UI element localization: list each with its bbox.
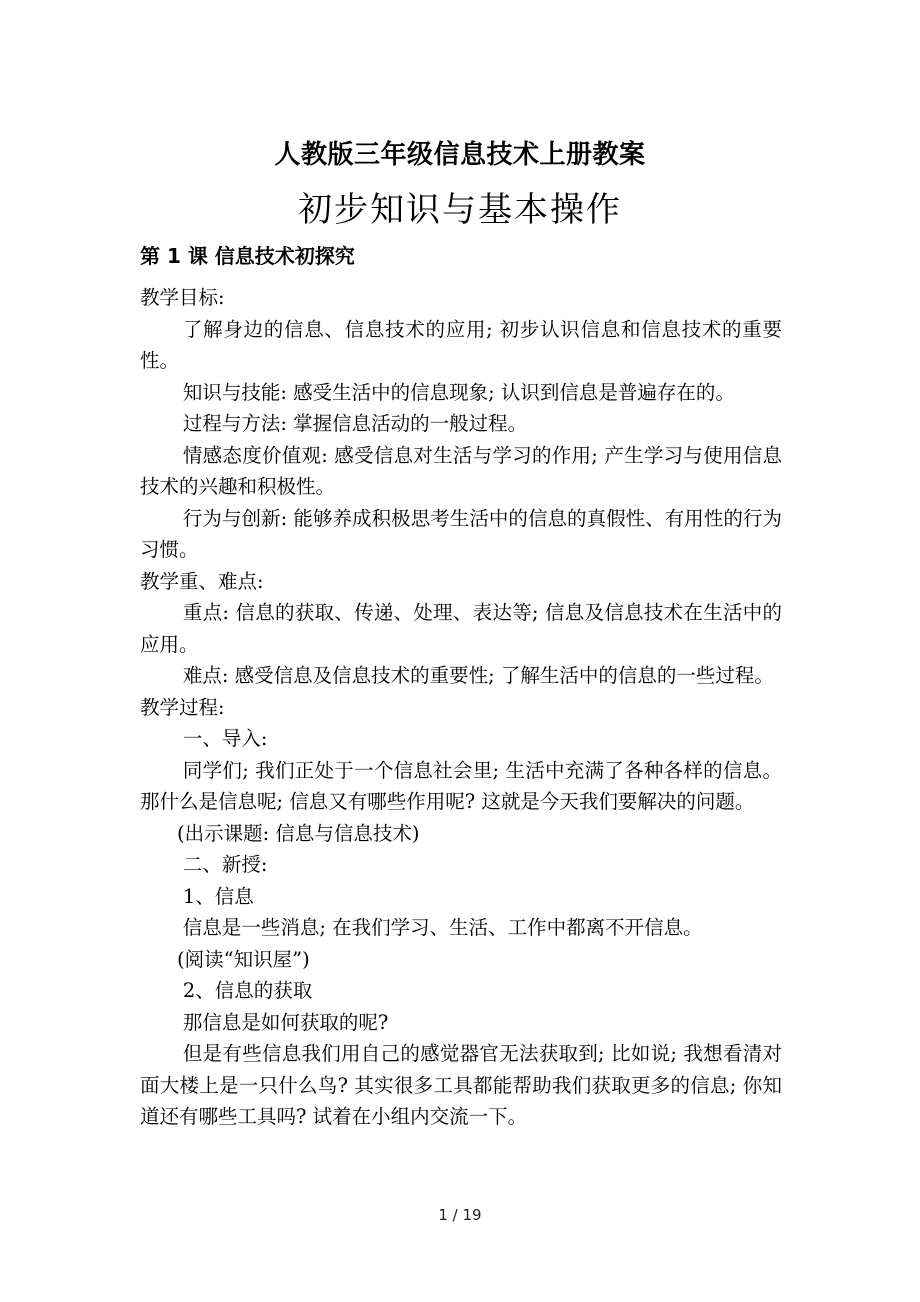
paragraph: 教学目标: [140,286,225,309]
paragraph: 信息是一些消息; 在我们学习、生活、工作中都离不开信息。 [182,916,703,939]
paragraph: 教学重、难点: [140,569,264,593]
paragraph: 一、导入: [182,727,268,750]
paragraph: 2、信息的获取 [182,979,313,1002]
paragraph: 情感态度价值观: 感受信息对生活与学习的作用; 产生学习与使用信息技术的兴趣和积极性。 [140,443,782,498]
document-subtitle: 初步知识与基本操作 [298,190,622,230]
paragraph: 重点: 信息的获取、传递、处理、表达等; 信息及信息技术在生活中的应用。 [140,601,782,656]
lesson-heading: 第 1 课 信息技术初探究 [140,244,355,268]
paragraph: (阅读“知识屋”) [177,947,310,971]
paragraph: 同学们; 我们正处于一个信息社会里; 生活中充满了各种各样的信息。那什么是信息呢; 信息又有哪些作用呢? 这就是今天我们要解决的问题。 [140,758,782,813]
paragraph: 知识与技能: 感受生活中的信息现象; 认识到信息是普遍存在的。 [182,380,735,404]
document-title: 人教版三年级信息技术上册教案 [274,140,646,170]
paragraph: 1、信息 [182,884,254,908]
page-number: 1 / 19 [438,1206,482,1224]
paragraph: 难点: 感受信息及信息技术的重要性; 了解生活中的信息的一些过程。 [182,664,774,687]
paragraph: 但是有些信息我们用自己的感觉器官无法获取到; 比如说; 我想看清对面大楼上是一只什么鸟? 其实很多工具都能帮助我们获取更多的信息; 你知道还有哪些工具吗? 试着在小组内交流一下。 [140,1042,782,1128]
paragraph: 二、新授: [182,853,268,876]
paragraph: 教学过程: [140,695,225,719]
paragraph: 过程与方法: 掌握信息活动的一般过程。 [182,412,528,435]
paragraph: (出示课题: 信息与信息技术) [177,821,420,845]
paragraph: 了解身边的信息、信息技术的应用; 初步认识信息和信息技术的重要性。 [140,317,782,372]
paragraph: 那信息是如何获取的呢? [182,1010,389,1034]
paragraph: 行为与创新: 能够养成积极思考生活中的信息的真假性、有用性的行为习惯。 [140,506,782,561]
document-body [140,282,782,1133]
